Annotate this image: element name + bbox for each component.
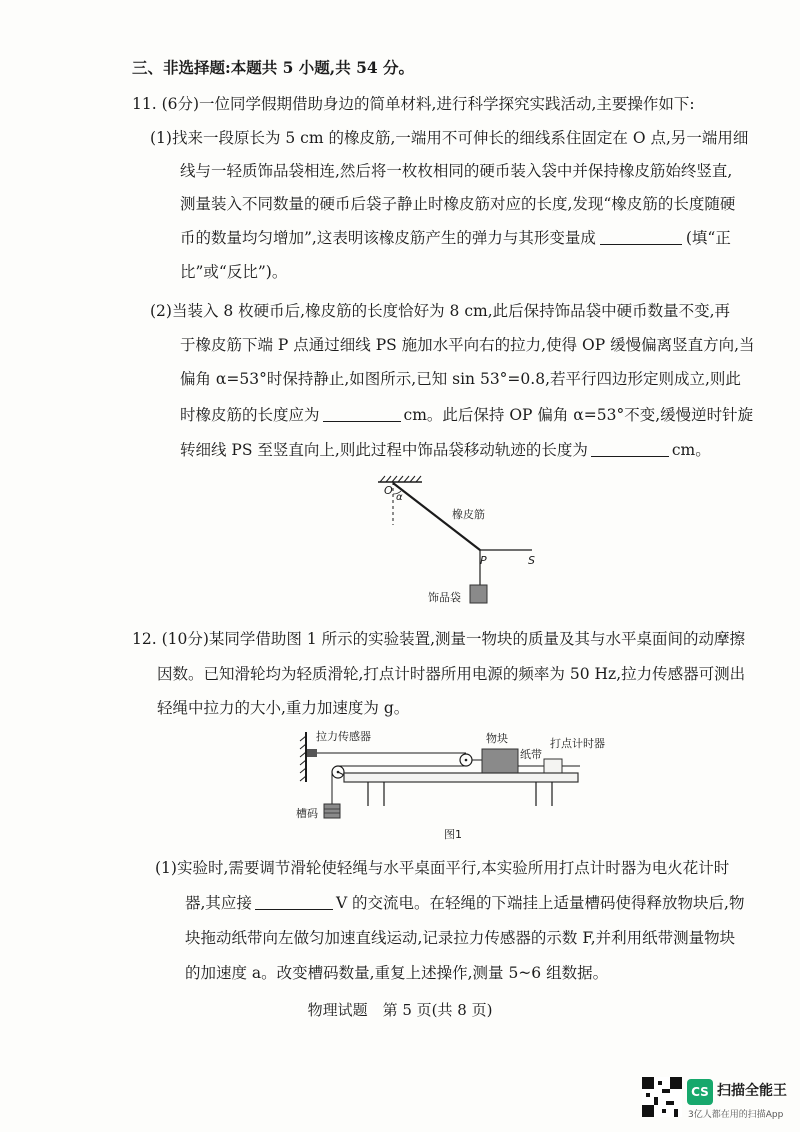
q11-p2-line5-tail: cm。	[671, 441, 711, 459]
q11-p1-line2: 线与一轻质饰品袋相连,然后将一枚枚相同的硬币装入袋中并保持橡皮筋始终竖直,	[180, 162, 733, 180]
q11-figure	[360, 470, 560, 610]
q12-p1-line2	[185, 893, 745, 913]
label-alpha: α	[396, 492, 403, 503]
q12-p1-line2-text: 器,其应接	[185, 894, 252, 912]
q11-p2-line1: (2)当装入 8 枚硬币后,橡皮筋的长度恰好为 8 cm,此后保持饰品袋中硬币数量不变,再	[150, 302, 731, 320]
ornament-bag	[470, 585, 487, 603]
q11-p2-line5-text: 转细线 PS 至竖直向上,则此过程中饰品袋移动轨迹的长度为	[180, 441, 588, 459]
q11-p1-line4	[180, 228, 731, 248]
q11-p1-line4-tail: (填“正	[685, 229, 731, 247]
camscanner-logo-icon: CS	[687, 1079, 713, 1105]
table-top	[344, 773, 578, 782]
q11-p2-line2: 于橡皮筋下端 P 点通过细线 PS 施加水平向右的拉力,使得 OP 缓慢偏离竖直方向,当	[180, 336, 755, 354]
label-force-sensor: 拉力传感器	[316, 730, 371, 743]
label-spark-timer: 打点计时器	[550, 737, 605, 750]
q11-p1-line3: 测量装入不同数量的硬币后袋子静止时橡皮筋对应的长度,发现“橡皮筋的长度随硬	[180, 195, 736, 213]
answer-blank-1[interactable]	[600, 230, 682, 245]
q12-line3: 轻绳中拉力的大小,重力加速度为 g。	[157, 699, 410, 717]
answer-blank-2[interactable]	[323, 407, 401, 422]
q12-line1: 12. (10分)某同学借助图 1 所示的实验装置,测量一物块的质量及其与水平桌面间的动摩擦	[132, 630, 746, 648]
table-legs	[368, 782, 552, 806]
q12-line2: 因数。已知滑轮均为轻质滑轮,打点计时器所用电源的频率为 50 Hz,拉力传感器可测出	[157, 665, 746, 683]
label-slotted-weights: 槽码	[296, 807, 318, 820]
q11-p2-line4	[180, 405, 753, 425]
q12-p1-line2-tail: V 的交流电。在轻绳的下端挂上适量槽码使得释放物块后,物	[335, 894, 745, 912]
spark-timer	[544, 759, 562, 773]
watermark-title: 扫描全能王	[717, 1083, 787, 1099]
answer-blank-4[interactable]	[255, 895, 333, 910]
label-rubber-band: 橡皮筋	[452, 508, 485, 521]
block	[482, 749, 518, 773]
ceiling-hatch	[380, 476, 421, 482]
label-ornament-bag: 饰品袋	[428, 591, 461, 604]
q11-p1-line1: (1)找来一段原长为 5 cm 的橡皮筋,一端用不可伸长的细线系住固定在 O 点,另一端用细	[150, 129, 749, 147]
q11-p1-line5: 比”或“反比”)。	[180, 263, 288, 281]
q11-p2-line3: 偏角 α=53°时保持静止,如图所示,已知 sin 53°=0.8,若平行四边形定则成立,则此	[180, 370, 741, 388]
qr-code-icon	[642, 1077, 682, 1117]
q12-figure	[290, 722, 605, 847]
answer-blank-3[interactable]	[591, 442, 669, 457]
label-s: S	[528, 554, 535, 567]
label-p: P	[480, 554, 487, 567]
force-sensor	[307, 749, 317, 757]
q11-p2-line5	[180, 440, 711, 460]
label-block: 物块	[486, 732, 508, 745]
q11-p2-line4-tail: cm。此后保持 OP 偏角 α=53°不变,缓慢逆时针旋	[403, 406, 754, 424]
watermark-subtitle: 3亿人都在用的扫描App	[688, 1110, 784, 1120]
q11-p2-line4-text: 时橡皮筋的长度应为	[180, 406, 320, 424]
q11-p1-line4-text: 币的数量均匀增加”,这表明该橡皮筋产生的弹力与其形变量成	[180, 229, 596, 247]
page-footer: 物理试题 第 5 页(共 8 页)	[307, 1001, 493, 1019]
q12-p1-line4: 的加速度 a。改变槽码数量,重复上述操作,测量 5~6 组数据。	[185, 964, 609, 982]
section-header: 三、非选择题:本题共 5 小题,共 54 分。	[132, 58, 415, 77]
q12-p1-line3: 块拖动纸带向左做匀加速直线运动,记录拉力传感器的示数 F,并利用纸带测量物块	[185, 929, 736, 947]
q12-p1-line1: (1)实验时,需要调节滑轮使轻绳与水平桌面平行,本实验所用打点计时器为电火花计时	[155, 859, 730, 877]
figure-caption: 图1	[444, 828, 462, 841]
label-o: O	[384, 484, 393, 497]
label-paper-tape: 纸带	[520, 748, 542, 761]
q11-stem: 11. (6分)一位同学假期借助身边的简单材料,进行科学探究实践活动,主要操作如下:	[132, 95, 695, 113]
slotted-weights	[324, 804, 340, 818]
